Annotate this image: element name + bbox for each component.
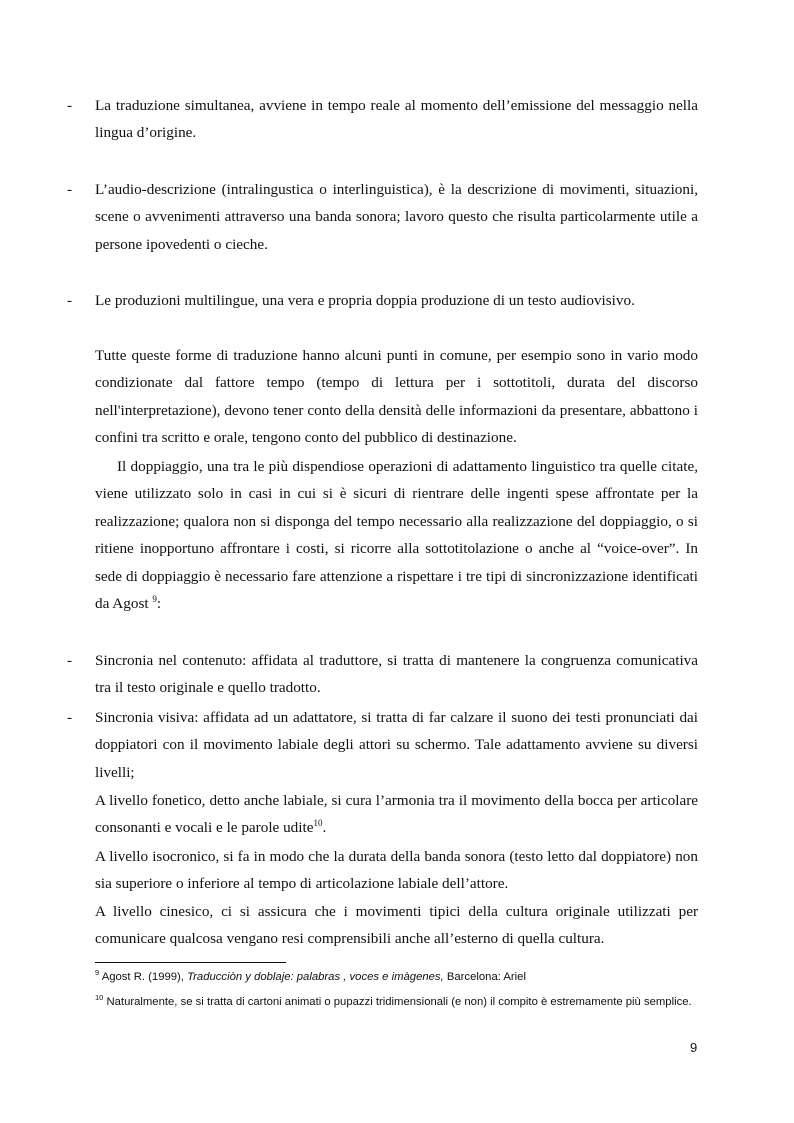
list-item-text: La traduzione simultanea, avviene in tempo reale al momento dell’emissione del messaggio nella lingua d’origine. — [95, 97, 698, 142]
body-paragraph — [95, 342, 698, 452]
sub-paragraph-fonetico — [95, 787, 698, 842]
paragraph-end: : — [156, 595, 162, 613]
list-item-text: L’audio-descrizione (intralingustica o interlinguistica), è la descrizione di movimenti, situazioni, scene o avvenimenti attraverso una banda sonora; lavoro questo che risulta particolarmente utile a persone ipovedenti o cieche. — [95, 181, 698, 253]
list-item-text: Sincronia nel contenuto: affidata al traduttore, si tratta di mantenere la congruenza comunicativa tra il testo originale e quello tradotto. — [95, 652, 698, 697]
paragraph-text: Il doppiaggio, una tra le più dispendiose operazioni di adattamento linguistico tra quelle citate, viene utilizzato solo in casi in cui si è sicuri di rientrare delle ingenti spese affrontate per la realizzazione; qualora non si disponga del tempo necessario alla realizzazione del doppiaggio, o si ritiene inopportuno affrontare i costi, si ricorre alla sottotitolazione o anche al “voice-over”. In sede di doppiaggio è necessario fare attenzione a rispettare i tre tipi di sincronizzazione identificati da Agost — [95, 458, 698, 613]
list-item — [67, 704, 698, 786]
footnote-text: Naturalmente, se si tratta di cartoni animati o pupazzi tridimensionali (e non) il compito è estremamente più semplice. — [106, 996, 692, 1008]
list-item — [67, 176, 698, 258]
footnote-text: Agost R. (1999), — [101, 971, 188, 983]
paragraph-text: Tutte queste forme di traduzione hanno alcuni punti in comune, per esempio sono in vario modo condizionate dal fattore tempo (tempo di lettura per i sottotitoli, durata del discorso nell'interpretazione), devono tener conto della densità delle informazioni da presentare, abbattono i confini tra scritto e orale, tengono conto del pubblico di destinazione. — [95, 347, 698, 447]
footnote-text: Barcelona: Ariel — [443, 971, 526, 983]
sub-paragraph-cinesico — [95, 898, 698, 953]
paragraph-text: A livello isocronico, si fa in modo che la durata della banda sonora (testo letto dal doppiatore) non sia superiore o inferiore al tempo di articolazione labiale dell’attore. — [95, 848, 698, 893]
list-item — [67, 647, 698, 702]
footnote-9 — [95, 969, 700, 986]
paragraph-text: A livello cinesico, ci si assicura che i movimenti tipici della cultura originale utilizzati per comunicare qualcosa vengano resi comprensibili anche all’esterno di quella cultura. — [95, 903, 698, 948]
paragraph-text: A livello fonetico, detto anche labiale, si cura l’armonia tra il movimento della bocca per articolare consonanti e vocali e le parole udite — [95, 792, 698, 837]
paragraph-end: . — [322, 819, 327, 837]
bullet-dash: - — [67, 709, 73, 726]
bullet-dash: - — [67, 652, 73, 669]
page-number: 9 — [690, 1040, 698, 1055]
footnote-number: 10 — [95, 993, 104, 1002]
footnote-reference: 9 — [152, 594, 157, 605]
footnote-10 — [95, 994, 700, 1011]
footnote-title: Traducciòn y doblaje: palabras , voces e imàgenes, — [187, 971, 444, 983]
footnote-separator — [95, 962, 286, 963]
list-item — [67, 287, 698, 314]
list-item — [67, 92, 698, 147]
bullet-dash: - — [67, 292, 73, 309]
list-item-text: Le produzioni multilingue, una vera e propria doppia produzione di un testo audiovisivo. — [95, 292, 635, 309]
bullet-dash: - — [67, 97, 73, 114]
body-paragraph — [95, 453, 698, 617]
list-item-text: Sincronia visiva: affidata ad un adattatore, si tratta di far calzare il suono dei testi pronunciati dai doppiatori con il movimento labiale degli attori su schermo. Tale adattamento avviene su diversi livelli; — [95, 709, 698, 781]
bullet-dash: - — [67, 181, 73, 198]
footnote-number: 9 — [95, 968, 100, 977]
footnote-reference: 10 — [313, 818, 323, 829]
sub-paragraph-isocronico — [95, 843, 698, 898]
